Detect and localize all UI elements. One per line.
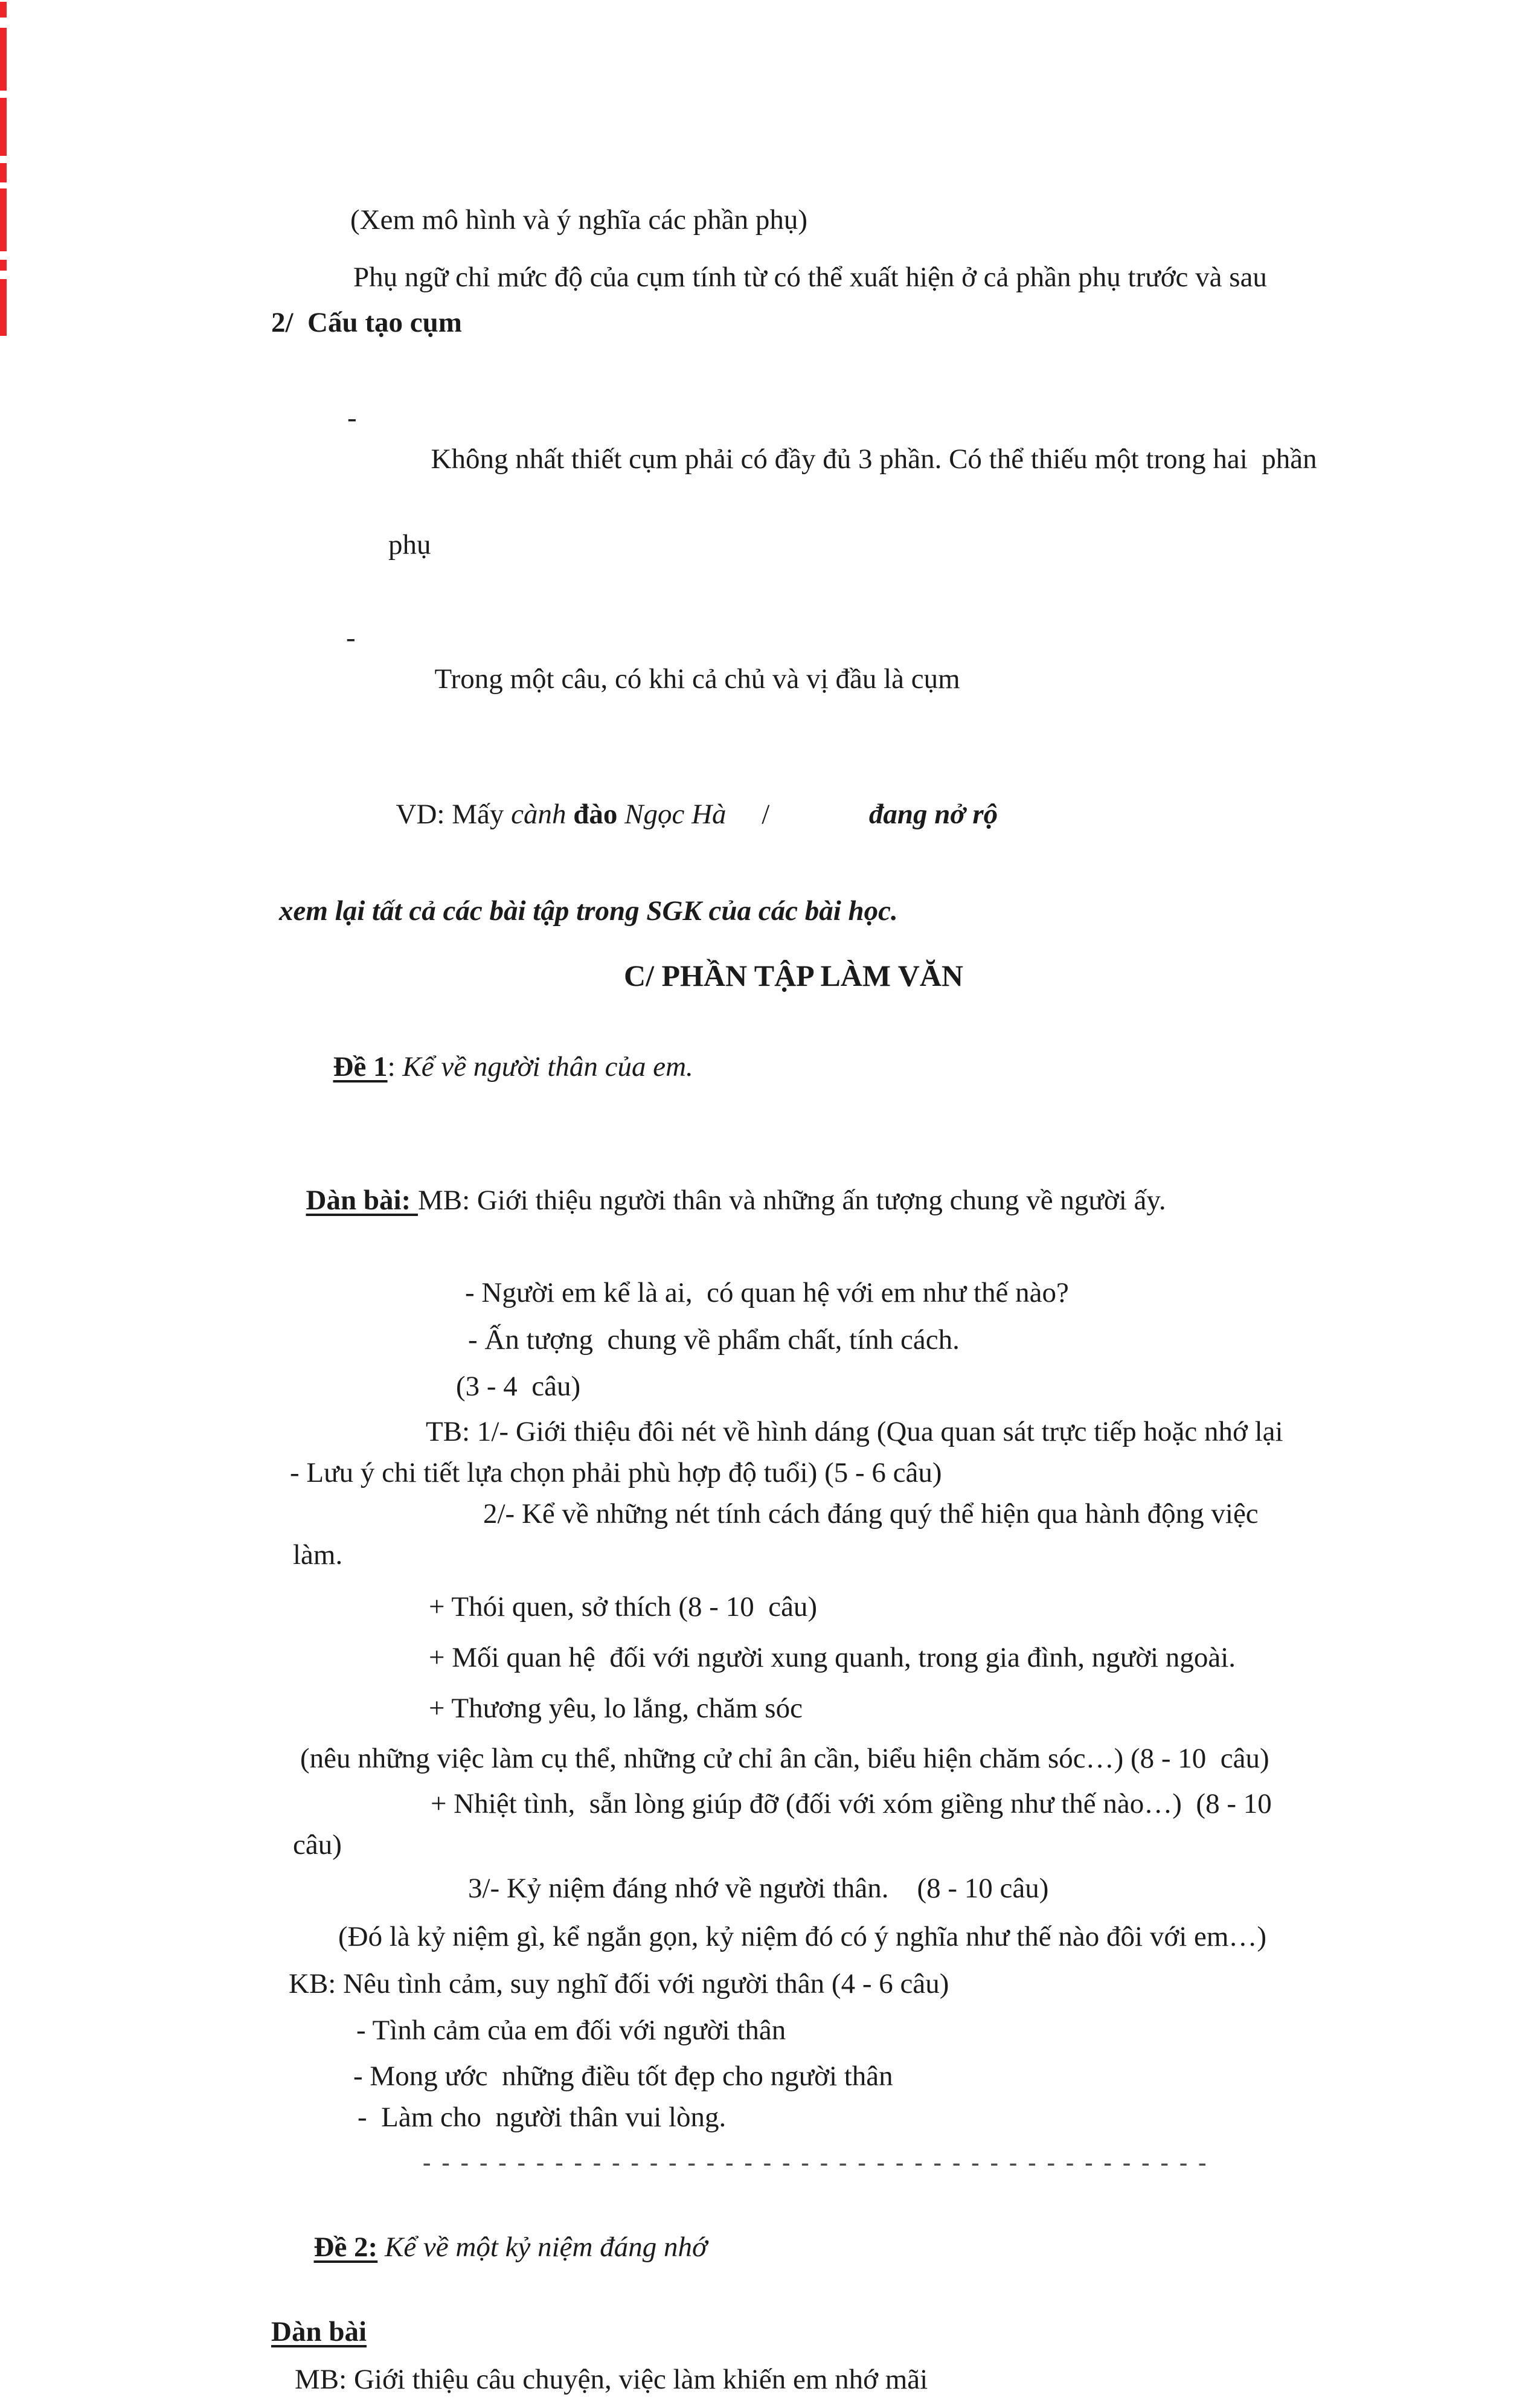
bullet-text: Không nhất thiết cụm phải có đầy đủ 3 phần. Có thể thiếu một trong hai phần <box>431 443 1317 475</box>
red-scan-artifact <box>0 0 8 362</box>
bullet-text: Trong một câu, có khi cả chủ và vị đầu là cụm <box>434 663 960 695</box>
bullet-structure-line2: phụ <box>388 529 431 561</box>
red-mark <box>0 188 7 251</box>
outline-1-line <box>263 1139 1540 1262</box>
tb-plus-item-4-line1: + Nhiệt tình, sẵn lòng giúp đỡ (đối với xóm giềng như thế nào…) (8 - 10 <box>431 1788 1272 1819</box>
red-mark <box>0 2 7 18</box>
topic-1-label: Đề 1 <box>333 1051 388 1083</box>
example-line <box>353 753 1540 876</box>
review-note-line: xem lại tất cả các bài tập trong SGK của các bài học. <box>279 895 898 927</box>
outline-2-label: Dàn bài <box>271 2316 367 2347</box>
tb-point-1-line1: TB: 1/- Giới thiệu đôi nét về hình dáng (Qua quan sát trực tiếp hoặc nhớ lại <box>426 1416 1283 1447</box>
mb-question-2: - Ấn tượng chung về phẩm chất, tính cách. <box>468 1324 960 1356</box>
tb-point-2-line2: làm. <box>293 1539 343 1571</box>
kb-item-1: - Tình cảm của em đối với người thân <box>356 2015 786 2046</box>
tb-care-note: (nêu những việc làm cụ thể, những cử chỉ ân cần, biểu hiện chăm sóc…) (8 - 10 câu) <box>300 1743 1269 1774</box>
tb-plus-item-3: + Thương yêu, lo lắng, chăm sóc <box>429 1693 803 1724</box>
topic-2-title: Kể về một kỷ niệm đáng nhớ <box>384 2231 708 2263</box>
tb-point-1-line2: - Lưu ý chi tiết lựa chọn phải phù hợp độ tuổi) (5 - 6 câu) <box>290 1457 942 1488</box>
example-canh: cành <box>511 799 574 830</box>
red-mark <box>0 98 7 156</box>
red-mark <box>0 279 7 336</box>
example-predicate: đang nở rộ <box>868 799 998 830</box>
example-ngoc-ha: Ngọc Hà <box>624 799 727 830</box>
bullet-sentence-line <box>346 576 1540 741</box>
kb-line: KB: Nêu tình cảm, suy nghĩ đối với người thân (4 - 6 câu) <box>289 1968 949 1999</box>
outline-1-mb: MB: Giới thiệu người thân và những ấn tượng chung về người ấy. <box>417 1185 1166 1216</box>
part-c-heading: C/ PHẦN TẬP LÀM VĂN <box>623 959 964 992</box>
red-mark <box>0 28 7 91</box>
section-2-heading: 2/ Cấu tạo cụm <box>271 307 462 338</box>
tb-plus-item-2: + Mối quan hệ đối với người xung quanh, trong gia đình, người ngoài. <box>429 1642 1236 1673</box>
kb-item-3: - Làm cho người thân vui lòng. <box>358 2102 727 2133</box>
example-slash: / <box>726 799 869 830</box>
kb-item-2: - Mong ước những điều tốt đẹp cho người thân <box>353 2061 893 2092</box>
tb-plus-item-1: + Thói quen, sở thích (8 - 10 câu) <box>429 1591 818 1623</box>
topic-1-colon: : <box>387 1051 403 1083</box>
bullet-structure-line1 <box>347 356 1540 521</box>
topic-1-line <box>290 1005 1540 1128</box>
tb-plus-item-4-line2: câu) <box>293 1829 342 1861</box>
topic-2-line <box>271 2186 1540 2309</box>
topic-1-title: Kể về người thân của em. <box>402 1051 693 1083</box>
mb-sentence-count: (3 - 4 câu) <box>456 1371 581 1402</box>
red-mark <box>0 260 7 271</box>
topic-2-label: Đề 2: <box>313 2231 378 2263</box>
outline-1-label: Dàn bài: <box>306 1185 418 1216</box>
mb-question-1: - Người em kể là ai, có quan hệ với em như thế nào? <box>465 1277 1069 1308</box>
example-prefix: VD: Mấy <box>396 799 512 830</box>
red-mark <box>0 163 7 182</box>
example-dao: đào <box>573 799 625 830</box>
bullet-dash: - <box>346 622 356 654</box>
degree-note-line: Phụ ngữ chỉ mức độ của cụm tính từ có thể xuất hiện ở cả phần phụ trước và sau <box>353 262 1267 293</box>
topic-2-space <box>377 2231 385 2263</box>
bullet-dash: - <box>347 402 357 434</box>
tb-point-2-line1: 2/- Kể về những nét tính cách đáng quý thể hiện qua hành động việc <box>483 1498 1259 1530</box>
tb-point-3-line: 3/- Kỷ niệm đáng nhớ về người thân. (8 - 10 câu) <box>468 1873 1049 1904</box>
tb-point-3-note: (Đó là kỷ niệm gì, kể ngắn gọn, kỷ niệm đó có ý nghĩa như thế nào đôi với em…) <box>338 1921 1267 1952</box>
dashed-separator: - - - - - - - - - - - - - - - - - - - - - - - - - - - - - - - - - - - - - - - - - - <box>423 2149 1209 2176</box>
model-note-line: (Xem mô hình và ý nghĩa các phần phụ) <box>350 204 808 236</box>
mb-2-line: MB: Giới thiệu câu chuyện, việc làm khiến em nhớ mãi <box>295 2364 928 2395</box>
